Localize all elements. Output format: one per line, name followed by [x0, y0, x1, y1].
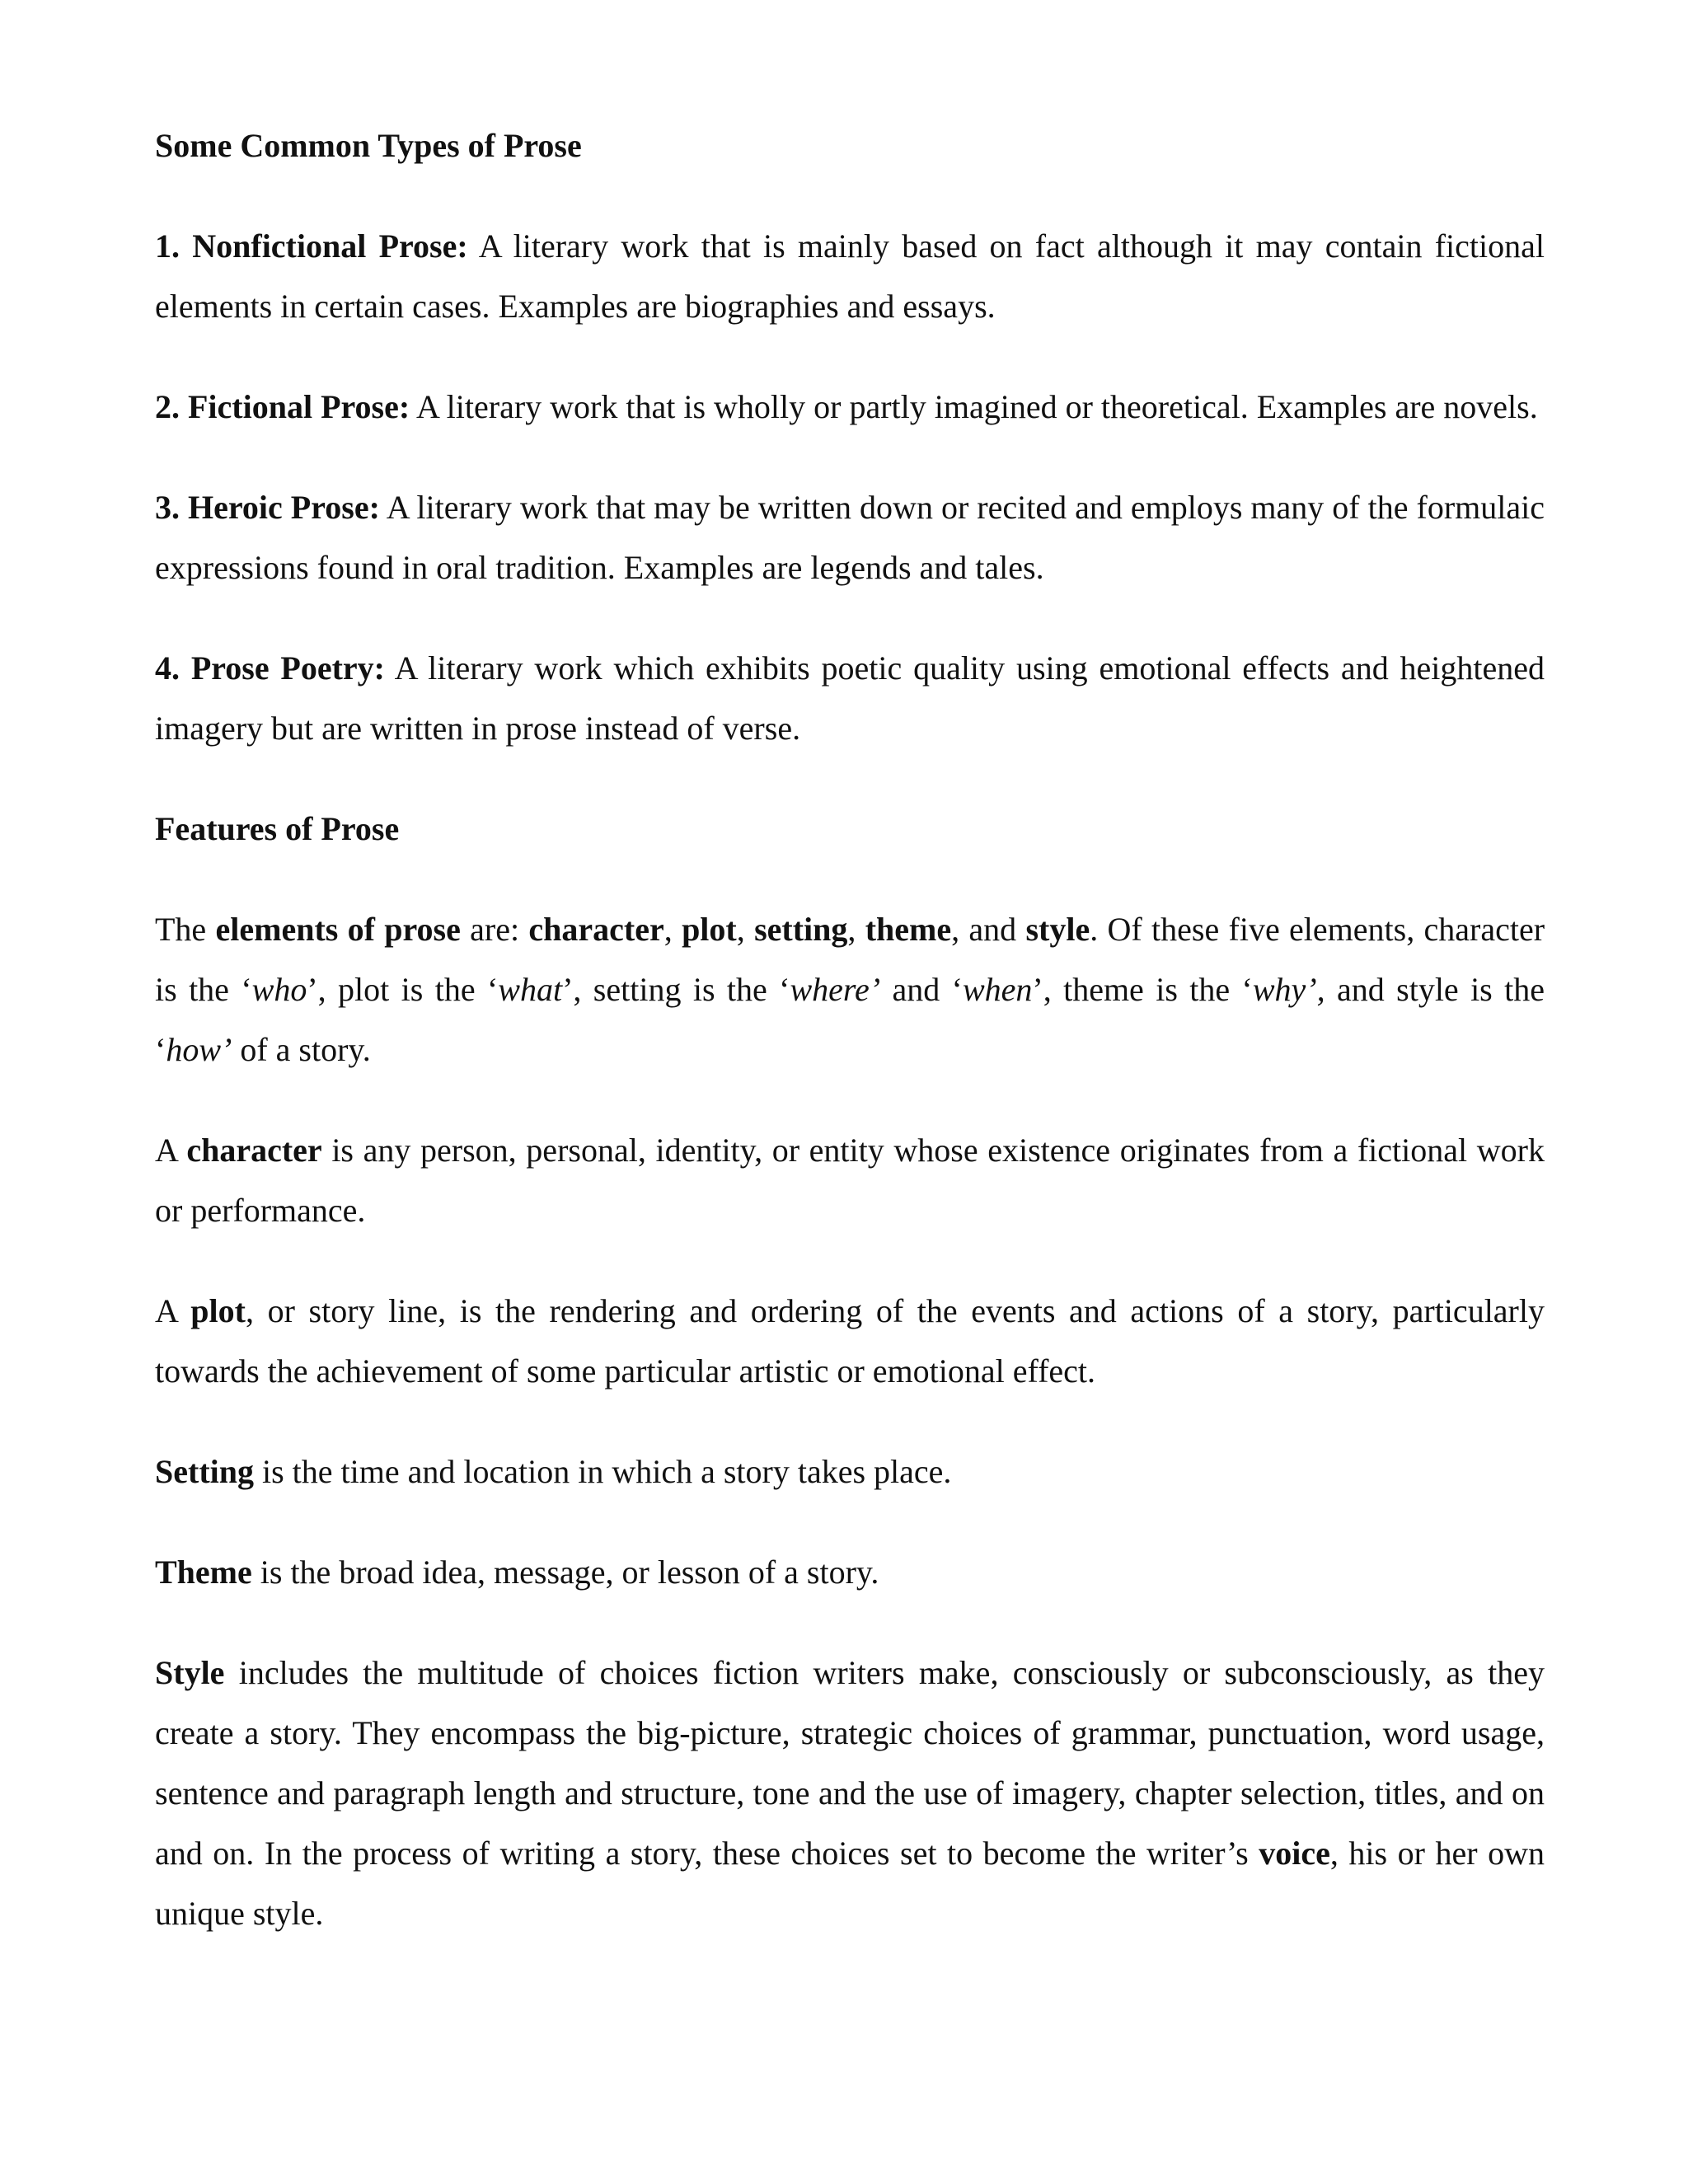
bold-term: character	[186, 1132, 322, 1169]
setting-paragraph	[155, 1441, 1545, 1502]
text-run: ’, theme is the ‘	[1032, 971, 1253, 1008]
prose-type-label: 2. Fictional Prose:	[155, 388, 410, 425]
prose-type-nonfictional	[155, 216, 1545, 336]
text-run: ’, setting is the ‘	[562, 971, 790, 1008]
prose-type-description: A literary work that is wholly or partly imagined or theoretical. Examples are novels.	[410, 388, 1538, 425]
plot-paragraph	[155, 1281, 1545, 1401]
text-run: A	[155, 1292, 191, 1329]
text-run: , and	[951, 911, 1026, 948]
text-run: The	[155, 911, 216, 948]
section-heading-features: Features of Prose	[155, 810, 400, 847]
text-run: , his or her own unique style.	[155, 1835, 1545, 1932]
prose-type-description: A literary work which exhibits poetic quality using emotional effects and heightened imagery but are written in prose instead of verse.	[155, 649, 1545, 747]
bold-term: voice	[1259, 1835, 1330, 1872]
prose-type-description: A literary work that is mainly based on fact although it may contain fictional elements in certain cases. Examples are biographies and essays.	[155, 227, 1545, 325]
text-run: is any person, personal, identity, or entity whose existence originates from a fictional work or performance.	[155, 1132, 1545, 1229]
italic-term: who	[251, 971, 307, 1008]
text-run: ,	[663, 911, 682, 948]
elements-intro-paragraph	[155, 899, 1545, 1080]
text-run: ’, plot is the ‘	[307, 971, 499, 1008]
prose-type-label: 1. Nonfictional Prose:	[155, 227, 468, 265]
prose-type-label: 3. Heroic Prose:	[155, 489, 380, 526]
bold-term: plot	[682, 911, 737, 948]
text-run: of a story.	[232, 1031, 371, 1068]
text-run: , or story line, is the rendering and ordering of the events and actions of a story, particularly towards the achievement of some particular artistic or emotional effect.	[155, 1292, 1545, 1390]
character-paragraph	[155, 1120, 1545, 1240]
text-run: ,	[736, 911, 755, 948]
text-run: includes the multitude of choices fiction writers make, consciously or subconsciously, as they create a story. They encompass the big-picture, strategic choices of grammar, punctuation, word usage, sentence and paragraph length and structure, tone and the use of imagery, chapter selection, titles, and on and on. In the process of writing a story, these choices set to become the writer’s	[155, 1654, 1545, 1872]
section-heading-types: Some Common Types of Prose	[155, 127, 582, 164]
italic-term: how’	[166, 1031, 232, 1068]
prose-type-poetry	[155, 638, 1545, 758]
text-run: is the time and location in which a story takes place.	[254, 1453, 952, 1490]
text-run: are:	[460, 911, 529, 948]
text-run: ,	[847, 911, 865, 948]
prose-type-fictional	[155, 377, 1545, 437]
style-paragraph	[155, 1643, 1545, 1943]
bold-term: plot	[190, 1292, 246, 1329]
prose-type-label: 4. Prose Poetry:	[155, 649, 386, 687]
theme-paragraph	[155, 1542, 1545, 1602]
bold-term: theme	[865, 911, 952, 948]
bold-term: setting	[754, 911, 848, 948]
bold-term: Style	[155, 1654, 225, 1691]
bold-term: style	[1025, 911, 1090, 948]
bold-term: Setting	[155, 1453, 254, 1490]
bold-term: Theme	[155, 1554, 252, 1591]
italic-term: when	[962, 971, 1033, 1008]
bold-term: character	[528, 911, 664, 948]
text-run: is the broad idea, message, or lesson of a story.	[251, 1554, 879, 1591]
bold-term: elements of prose	[215, 911, 461, 948]
text-run: . Of these five elements, character is the ‘	[155, 911, 1545, 1008]
prose-type-heroic	[155, 477, 1545, 598]
document-page	[155, 115, 1545, 1943]
text-run: A	[155, 1132, 187, 1169]
italic-term: where’	[790, 971, 881, 1008]
italic-term: why’,	[1252, 971, 1325, 1008]
prose-type-description: A literary work that may be written down or recited and employs many of the formulaic expressions found in oral tradition. Examples are legends and tales.	[155, 489, 1545, 586]
text-run: and style is the ‘	[155, 971, 1545, 1068]
text-run: and ‘	[880, 971, 963, 1008]
italic-term: what	[498, 971, 563, 1008]
